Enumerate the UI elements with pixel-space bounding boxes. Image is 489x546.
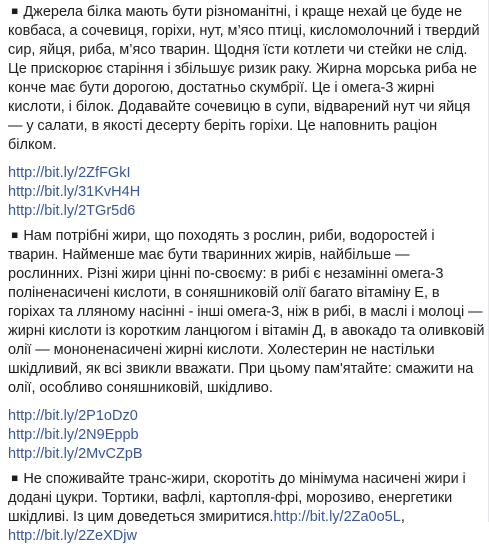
post-paragraph (8, 470, 486, 527)
post-link[interactable]: http://bit.ly/2P1oDz0 (8, 408, 138, 424)
link-list (8, 527, 486, 546)
square-bullet-icon: ◾ (11, 230, 19, 241)
link-list (8, 407, 486, 464)
square-bullet-icon: ◾ (11, 473, 19, 484)
link-list (8, 164, 486, 221)
post-link[interactable]: http://bit.ly/2ZeXDjw (8, 528, 137, 544)
square-bullet-icon: ◾ (11, 6, 19, 17)
post-link[interactable]: http://bit.ly/31KvH4H (8, 184, 141, 200)
paragraph-text: Джерела білка мають бути різноманітні, і краще нехай це буде не ковбаса, а сочевиця, горіхи, нут, м’ясо птиці, кисломолочний і твердий сир, яйця, риба, м’ясо тварин. Щодня їсти котлети чи стейки не слід. Це прискорює старіння і збільшує ризик раку. Жирна морська риба не конче має бути дорогою, достатньо скумбрії. Це і омега-3 жирні кислоти, і білок. Додавайте сочевицю в супи, відварений нут чи яйця — у салати, в якості десерту беріть горіхи. Це наповнить раціон білком. (8, 4, 480, 153)
post-link[interactable]: http://bit.ly/2MvCZpB (8, 446, 143, 462)
post-link[interactable]: http://bit.ly/2N9Eppb (8, 427, 139, 443)
post-content (8, 3, 486, 546)
post-paragraph (8, 3, 486, 155)
punctuation-text: , (400, 509, 405, 525)
post-paragraph (8, 227, 486, 398)
post-link[interactable]: http://bit.ly/2ZfFGkI (8, 165, 131, 181)
post-link[interactable]: http://bit.ly/2TGr5d6 (8, 203, 136, 219)
paragraph-text: Не споживайте транс-жири, скоротіть до мінімума насичені жири і додані цукри. Тортики, вафлі, картопля-фрі, морозиво, енергетики шкідливі. Із цим доведеться змиритися. (8, 471, 466, 525)
paragraph-text: Нам потрібні жири, що походять з рослин, риби, водоростей і тварин. Найменше має бути тваринних жирів, найбільше — рослинних. Різні жири цінні по-своєму: в рибі є незамінні омега-3 поліненасичені кислоти, в соняшниковій олії багато вітаміну Е, в горіхах та лляному насінні - інші омега-3, ніж в рибі, в маслі і молоці — жирні кислоти із коротким ланцюгом і вітамін Д, в авокадо та оливковій олії — мононенасичені жирні кислоти. Холестерин не настільки шкідливий, як всі звикли вважати. При цьому пам'ятайте: смажити на олії, особливо соняшниковій, шкідливо. (8, 228, 485, 396)
post-link-inline[interactable]: http://bit.ly/2Za0o5L (273, 509, 401, 525)
